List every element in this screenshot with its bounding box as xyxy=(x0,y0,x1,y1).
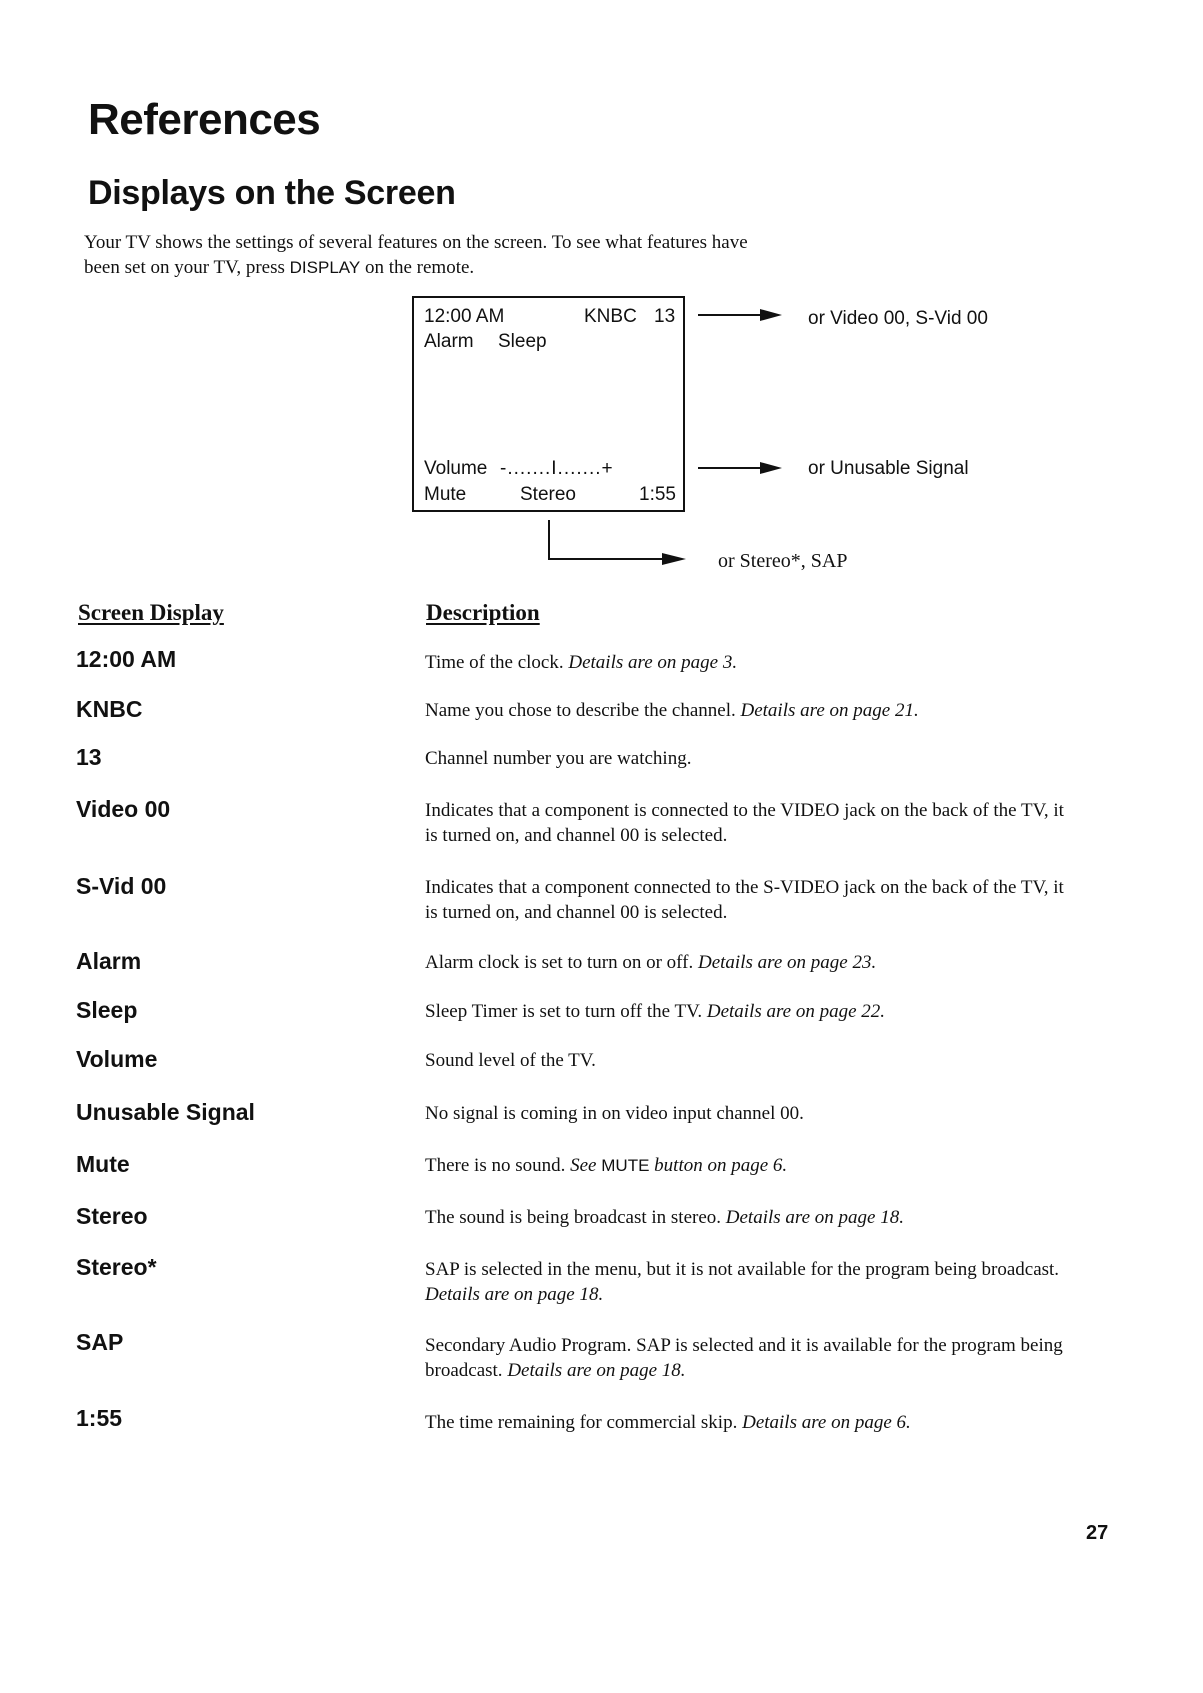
table-row-term: S-Vid 00 xyxy=(76,873,167,899)
description-text: Alarm clock is set to turn on or off. xyxy=(425,952,698,973)
table-row-description xyxy=(425,798,1080,848)
intro-text-1: Your TV shows the settings of several features on the screen. To see what features have been set on your TV, press xyxy=(84,232,748,278)
page-reference: Details are on page 23. xyxy=(698,952,877,973)
column-header-description: Description xyxy=(426,600,540,625)
table-row-term: Stereo* xyxy=(76,1254,157,1280)
callout-stereo-alternatives: or Stereo*, SAP xyxy=(718,550,848,572)
osd-volume-bar: -.......I.......+ xyxy=(500,458,614,479)
description-text: No signal is coming in on video input channel 00. xyxy=(425,1103,804,1124)
table-row-description xyxy=(425,999,1080,1024)
table-row-description xyxy=(425,1205,1080,1230)
page-reference: Details are on page 21. xyxy=(740,700,919,721)
callout-channel-alternatives: or Video 00, S-Vid 00 xyxy=(808,308,988,329)
description-text: SAP is selected in the menu, but it is not available for the program being broadcast. xyxy=(425,1259,1060,1280)
table-row-term: Mute xyxy=(76,1151,130,1177)
description-text: Sound level of the TV. xyxy=(425,1050,596,1071)
osd-top-row xyxy=(424,306,676,330)
table-row-term: Volume xyxy=(76,1046,158,1072)
page-reference-prefix: See xyxy=(570,1155,602,1176)
arrow-right-icon xyxy=(698,461,783,475)
page-reference: Details are on page 18. xyxy=(725,1207,904,1228)
page-reference: Details are on page 6. xyxy=(742,1412,911,1433)
table-row-term: Alarm xyxy=(76,948,142,974)
table-row-description xyxy=(425,1333,1080,1383)
table-row-description xyxy=(425,950,1080,975)
page-reference: Details are on page 3. xyxy=(568,652,738,673)
osd-sleep: Sleep xyxy=(498,331,547,352)
description-text: Secondary Audio Program. SAP is selected and it is available for the program being broadcast. xyxy=(425,1335,1063,1381)
osd-volume-label: Volume xyxy=(424,458,488,479)
osd-alarm: Alarm xyxy=(424,331,474,352)
description-text: There is no sound. xyxy=(425,1155,571,1176)
osd-bottom-row xyxy=(424,484,676,508)
callout-volume-alternatives: or Unusable Signal xyxy=(808,458,969,479)
description-text: The time remaining for commercial skip. xyxy=(425,1412,743,1433)
table-row-term: SAP xyxy=(76,1329,124,1355)
page-reference: Details are on page 18. xyxy=(425,1284,604,1305)
description-text: The sound is being broadcast in stereo. xyxy=(425,1207,726,1228)
page-number: 27 xyxy=(1086,1522,1109,1544)
table-row-description xyxy=(425,1101,1080,1126)
intro-text-2: on the remote. xyxy=(360,257,475,278)
table-row-description xyxy=(425,1153,1080,1178)
display-key-label: DISPLAY xyxy=(289,258,361,277)
table-row-description xyxy=(425,1048,1080,1073)
page-reference: Details are on page 22. xyxy=(706,1001,886,1022)
table-row-description xyxy=(425,1257,1080,1307)
table-row-description xyxy=(425,698,1080,723)
page-reference: Details are on page 18. xyxy=(507,1360,686,1381)
osd-mute: Mute xyxy=(424,484,467,505)
section-title: Displays on the Screen xyxy=(88,174,456,212)
arrow-right-icon xyxy=(698,308,783,322)
table-row-term: KNBC xyxy=(76,696,143,722)
table-row-description xyxy=(425,650,1080,675)
description-text: Time of the clock. xyxy=(425,652,569,673)
osd-channel: 13 xyxy=(654,306,676,327)
table-row-description xyxy=(425,746,1080,771)
osd-screen-diagram xyxy=(412,296,685,512)
page-reference: button on page 6. xyxy=(649,1155,788,1176)
table-row-term: Stereo xyxy=(76,1203,148,1229)
table-row-term: 13 xyxy=(76,744,102,770)
osd-remaining: 1:55 xyxy=(639,484,676,505)
osd-time: 12:00 AM xyxy=(424,306,505,327)
table-row-term: Video 00 xyxy=(76,796,171,822)
osd-stereo: Stereo xyxy=(520,484,576,505)
page-title: References xyxy=(88,95,321,144)
intro-paragraph xyxy=(84,230,784,280)
table-row-description xyxy=(425,1410,1080,1435)
arrow-corner-icon xyxy=(548,520,688,566)
mute-key-label: MUTE xyxy=(601,1156,650,1175)
description-text: Indicates that a component connected to the S-VIDEO jack on the back of the TV, it is turned on, and channel 00 is selected. xyxy=(425,877,1064,923)
column-header-screen-display: Screen Display xyxy=(78,600,224,625)
table-row-term: 1:55 xyxy=(76,1405,123,1431)
table-row-term: Unusable Signal xyxy=(76,1099,255,1125)
osd-station: KNBC xyxy=(584,306,637,327)
table-row-term: Sleep xyxy=(76,997,138,1023)
description-text: Channel number you are watching. xyxy=(425,748,692,769)
description-text: Sleep Timer is set to turn off the TV. xyxy=(425,1001,707,1022)
osd-volume-row xyxy=(424,458,673,482)
osd-second-row xyxy=(424,331,673,355)
description-text: Name you chose to describe the channel. xyxy=(425,700,741,721)
description-text: Indicates that a component is connected to the VIDEO jack on the back of the TV, it is turned on, and channel 00 is selected. xyxy=(425,800,1064,846)
table-row-term: 12:00 AM xyxy=(76,646,177,672)
table-row-description xyxy=(425,875,1080,925)
